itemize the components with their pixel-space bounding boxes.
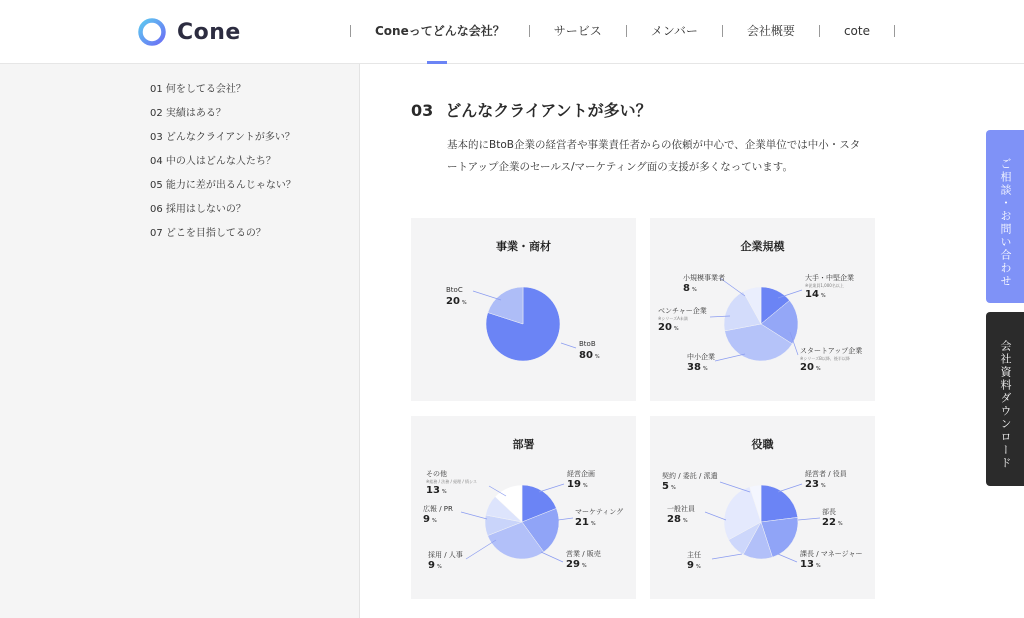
logo-text: Cone — [177, 19, 241, 45]
slice-label: 営業 / 販売 — [566, 550, 601, 558]
slice-note: ※総務 / 法務 / 経理 / 情シス — [426, 479, 477, 484]
chart-card-business — [411, 218, 636, 401]
percent-unit: % — [695, 564, 701, 570]
percent-unit: % — [691, 287, 697, 293]
leader-line — [778, 554, 797, 562]
pie-slice — [522, 485, 556, 522]
section-title — [411, 98, 652, 121]
leader-line — [778, 290, 802, 298]
nav-item-member[interactable]: メンバー — [650, 24, 698, 38]
percent-unit: % — [670, 485, 676, 491]
slice-value: 13 % — [800, 559, 821, 570]
cone-ring-logo-icon — [137, 17, 167, 47]
percent-unit: % — [441, 489, 447, 495]
pie-slice — [761, 300, 798, 343]
leader-line — [473, 291, 501, 300]
slice-value: 14 % — [805, 289, 826, 300]
pie-slice — [761, 517, 798, 557]
slice-value: 20 % — [446, 296, 467, 307]
slice-value: 13 % — [426, 485, 447, 496]
pie-slice — [743, 522, 772, 559]
main-content — [361, 64, 1024, 618]
leader-line — [712, 554, 742, 559]
slice-label: BtoC — [446, 286, 463, 294]
leader-line — [466, 540, 496, 559]
slice-label: 中小企業 — [687, 353, 715, 361]
slice-value: 9 % — [423, 514, 437, 525]
leader-line — [461, 512, 487, 519]
pie-slice — [761, 485, 798, 522]
toc-item-01[interactable]: 01 何をしてる会社？ — [150, 84, 246, 95]
pie-slice — [724, 487, 761, 540]
pie-slice — [485, 515, 522, 536]
slice-value: 21 % — [575, 517, 596, 528]
toc-item-05[interactable]: 05 能力に差が出るんじゃない？ — [150, 180, 296, 191]
slice-value: 20 % — [800, 362, 821, 373]
percent-unit: % — [431, 518, 437, 524]
nav-item-cote[interactable]: cote — [843, 23, 870, 38]
nav-separator — [894, 25, 895, 37]
slice-label: 経営者 / 役員 — [805, 470, 847, 478]
nav-item-about[interactable]: Coneってどんな会社？ — [375, 24, 505, 38]
slice-label: マーケティング — [575, 508, 624, 516]
slice-label: 経営企画 — [567, 470, 595, 478]
leader-line — [790, 332, 798, 355]
percent-unit: % — [461, 300, 467, 306]
chart-title: 部署 — [512, 438, 535, 451]
section-number: 03 — [411, 101, 434, 120]
slice-value: 8 % — [683, 283, 697, 294]
percent-unit: % — [702, 366, 708, 372]
pie-slice — [488, 522, 544, 559]
slice-label: スタートアップ企業 ※シリーズB以降、後半以降 — [800, 347, 863, 361]
leader-line — [558, 518, 573, 520]
site-header — [0, 0, 1024, 64]
leader-line — [561, 343, 576, 348]
leader-line — [778, 484, 802, 492]
pie-slice — [488, 287, 523, 324]
slice-value: 23 % — [805, 479, 826, 490]
slice-label: 小規模事業者 — [683, 274, 725, 282]
pie-slice — [486, 497, 522, 522]
chart-card-position — [650, 416, 875, 599]
slice-label: 主任 — [687, 551, 701, 559]
leader-line — [489, 486, 506, 496]
chart-title: 事業・商材 — [496, 240, 551, 253]
pie-slice — [743, 287, 761, 324]
download-tab-label: 会社資料ダウンロード — [999, 340, 1012, 470]
sidebar — [0, 64, 360, 618]
leader-line — [705, 512, 726, 520]
pie-slice — [750, 485, 761, 522]
nav-item-company[interactable]: 会社概要 — [746, 24, 795, 38]
slice-label: 一般社員 — [667, 505, 695, 513]
toc-item-04[interactable]: 04 中の人はどんな人たち？ — [150, 156, 276, 167]
pie-slice — [486, 287, 560, 361]
slice-value: 9 % — [428, 560, 442, 571]
percent-unit: % — [682, 518, 688, 524]
slice-value: 38 % — [687, 362, 708, 373]
slice-value: 20 % — [658, 322, 679, 333]
slice-label: 契約 / 委託 / 派遣 — [662, 472, 718, 480]
leader-line — [798, 518, 820, 520]
chart-title: 企業規模 — [740, 240, 785, 253]
percent-unit: % — [837, 521, 843, 527]
percent-unit: % — [820, 483, 826, 489]
slice-note: ※シリーズA未満 — [658, 316, 688, 321]
download-tab[interactable] — [986, 312, 1024, 486]
slice-label: 課長 / マネージャー — [800, 550, 863, 558]
slice-label: その他 ※総務 / 法務 / 経理 / 情シス — [426, 470, 477, 484]
slice-label: 部長 — [822, 508, 836, 516]
slice-note: ※シリーズB以降、後半以降 — [800, 356, 850, 361]
percent-unit: % — [673, 326, 679, 332]
pie-slice — [761, 287, 790, 324]
pie-slice — [522, 508, 559, 552]
percent-unit: % — [815, 366, 821, 372]
slice-value: 29 % — [566, 559, 587, 570]
slice-label: ベンチャー企業 ※シリーズA未満 — [658, 307, 707, 321]
leader-line — [720, 482, 750, 492]
contact-tab-label: ご相談・お問い合わせ — [999, 158, 1012, 288]
slice-value: 5 % — [662, 481, 676, 492]
slice-value: 28 % — [667, 514, 688, 525]
slice-label: BtoB — [579, 340, 596, 348]
slice-value: 9 % — [687, 560, 701, 571]
chart-title: 役職 — [751, 438, 774, 451]
percent-unit: % — [582, 483, 588, 489]
percent-unit: % — [436, 564, 442, 570]
slice-value: 19 % — [567, 479, 588, 490]
percent-unit: % — [581, 563, 587, 569]
slice-label: 採用 / 人事 — [428, 551, 463, 559]
percent-unit: % — [815, 563, 821, 569]
pie-slice — [495, 485, 522, 522]
logo[interactable] — [137, 17, 241, 47]
pie-slice — [724, 292, 761, 331]
section-title-text: どんなクライアントが多い？ — [445, 101, 652, 120]
toc-item-06[interactable]: 06 採用はしないの？ — [150, 204, 246, 215]
toc-item-02[interactable]: 02 実績はある？ — [150, 108, 226, 119]
slice-label: 広報 / PR — [423, 505, 453, 513]
slice-value: 80 % — [579, 350, 600, 361]
leader-line — [539, 484, 564, 492]
percent-unit: % — [590, 521, 596, 527]
chart-card-department — [411, 416, 636, 599]
main-nav — [350, 22, 895, 39]
slice-label: 大手・中堅企業 ※従業員1,000名以上 — [805, 274, 854, 288]
nav-item-service[interactable]: サービス — [553, 24, 602, 38]
chart-card-company-size — [650, 218, 875, 401]
leader-line — [541, 552, 563, 562]
section-body: 基本的にBtoB企業の経営者や事業責任者からの依頼が中心で、企業単位では中小・スタートアップ企業のセールス/マーケティング面の支援が多くなっています。 — [447, 139, 861, 173]
table-of-contents — [150, 82, 296, 250]
slice-value: 22 % — [822, 517, 843, 528]
slice-note: ※従業員1,000名以上 — [805, 283, 844, 288]
toc-item-03[interactable]: 03 どんなクライアントが多い？ — [150, 132, 295, 143]
pie-slice — [729, 522, 761, 554]
percent-unit: % — [594, 354, 600, 360]
contact-tab[interactable] — [986, 130, 1024, 303]
pie-slice — [725, 324, 793, 361]
toc-item-07[interactable]: 07 どこを目指してるの？ — [150, 228, 266, 239]
percent-unit: % — [820, 293, 826, 299]
leader-line — [710, 316, 730, 317]
leader-line — [715, 354, 745, 361]
